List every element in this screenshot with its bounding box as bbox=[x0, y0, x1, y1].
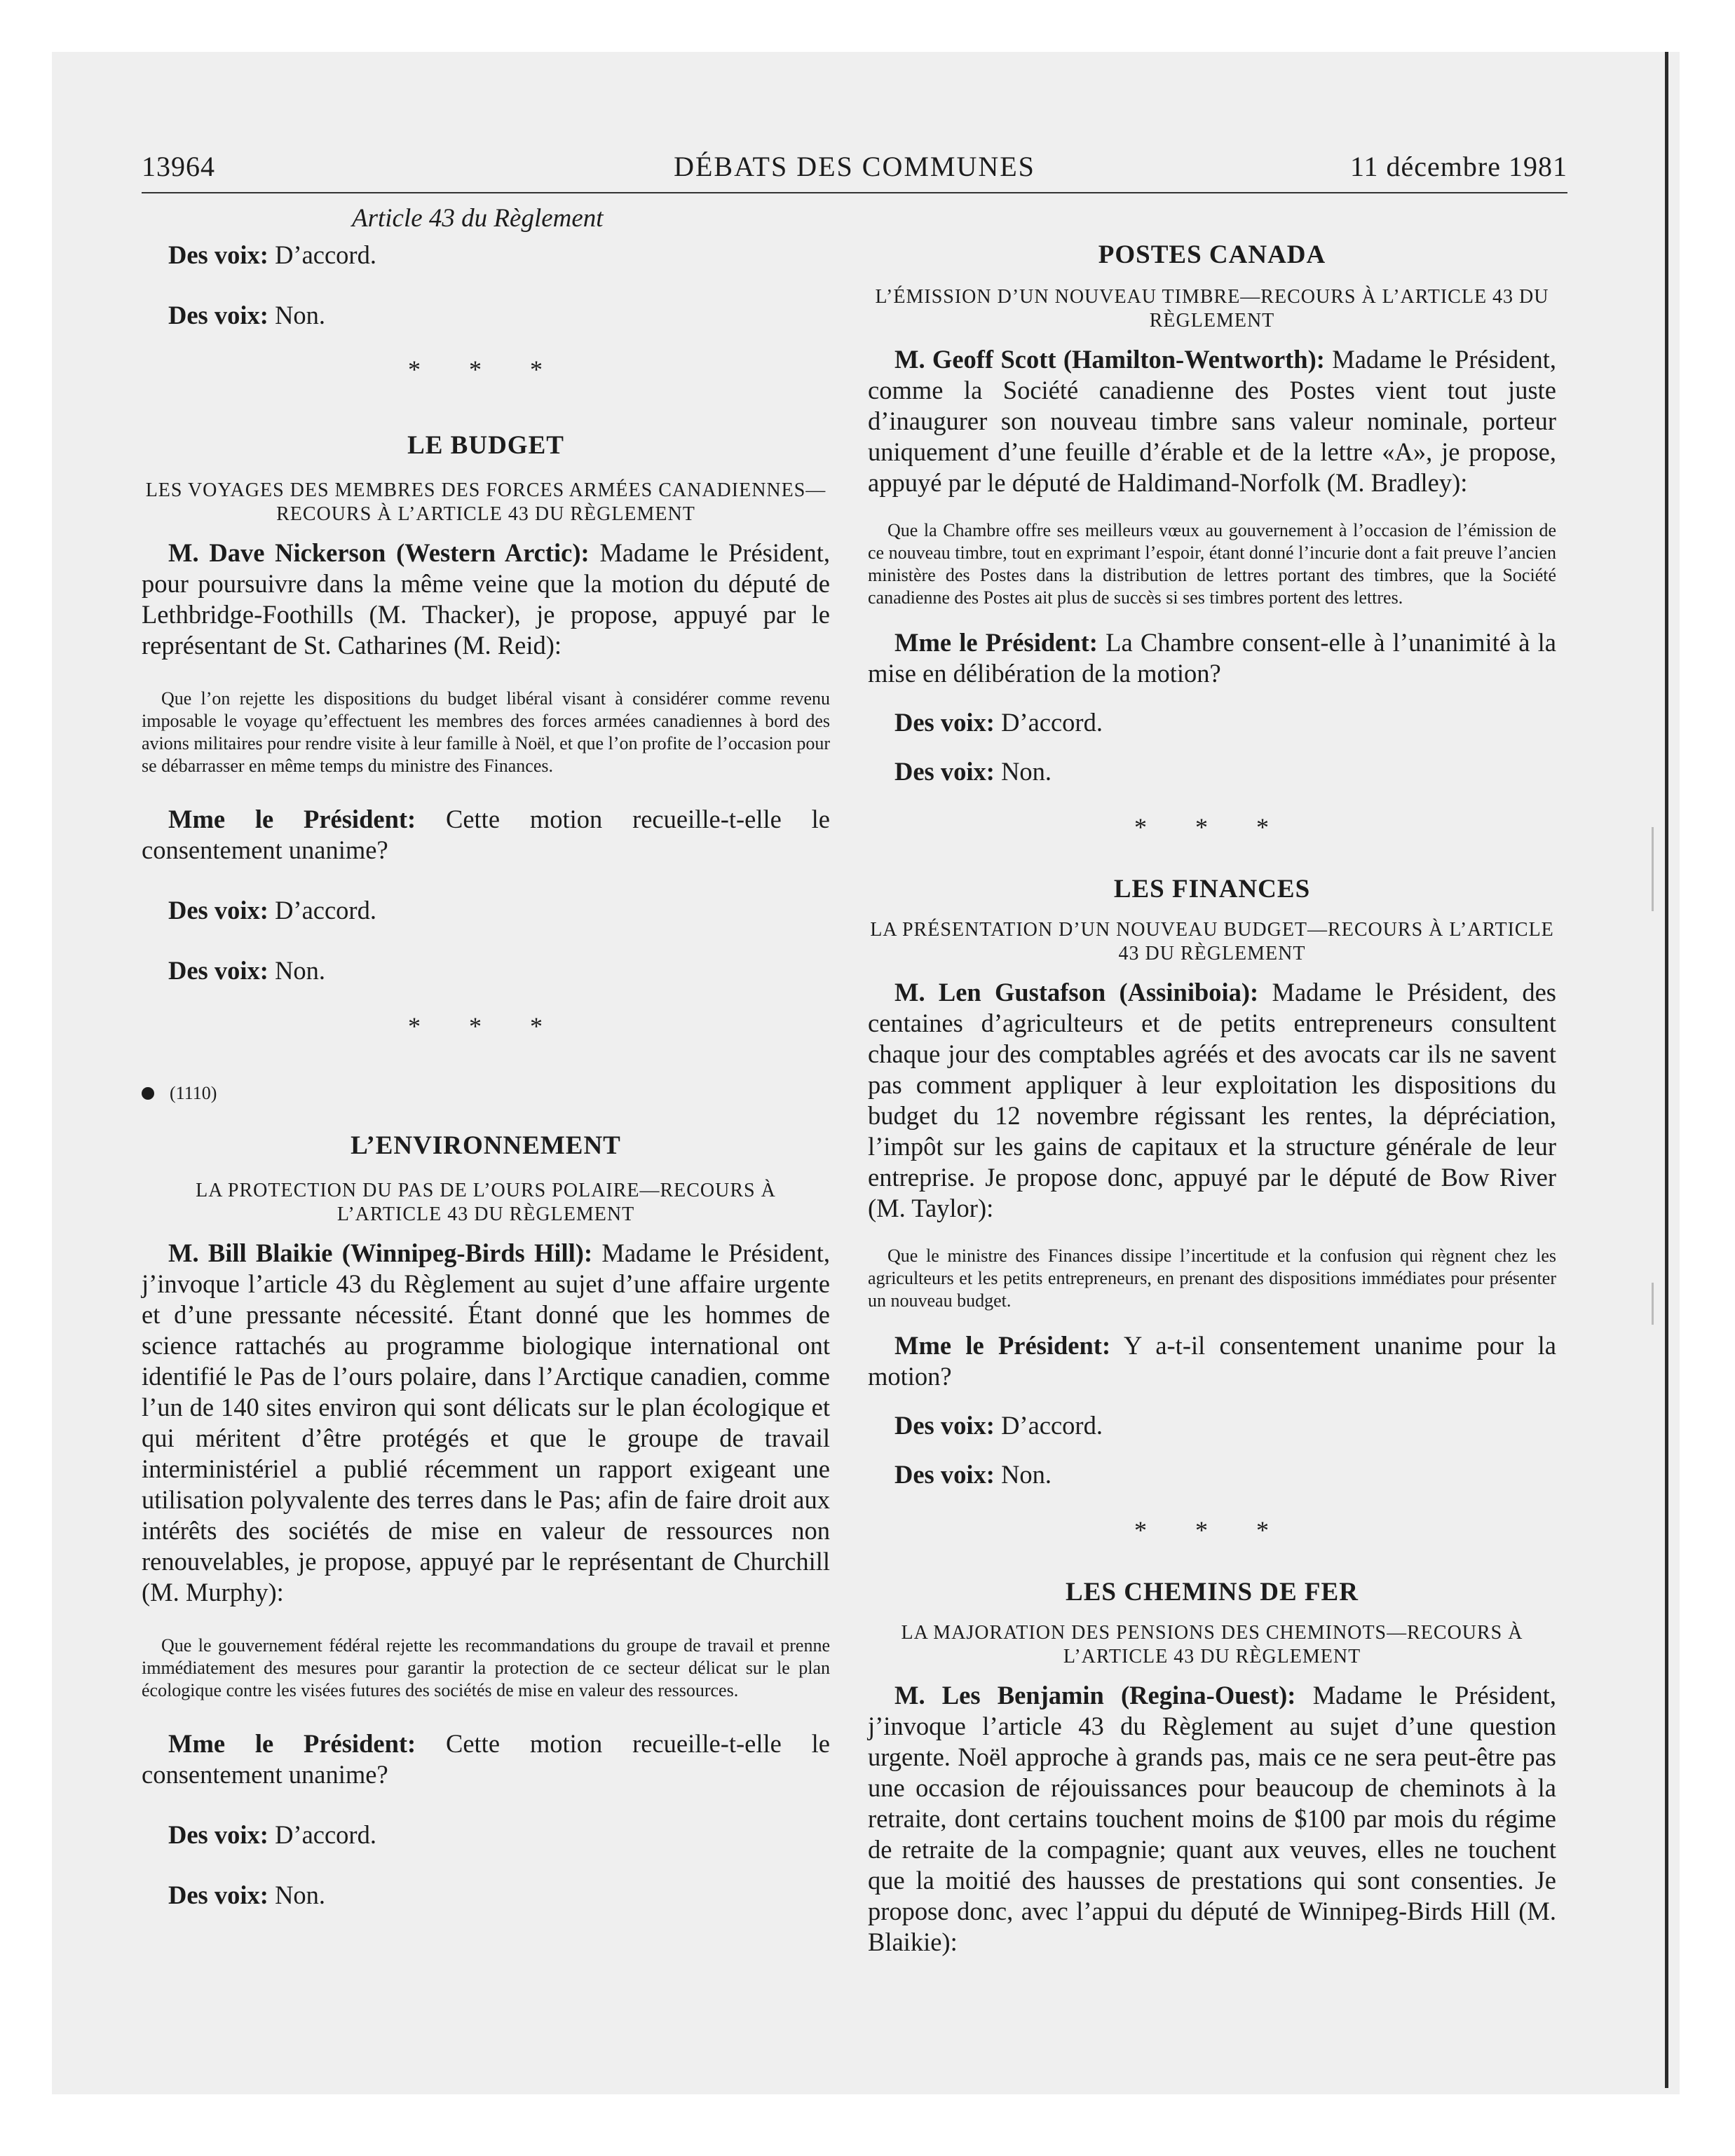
speech-text: Cette motion recueille-t-elle le consentement unanime? bbox=[142, 1729, 830, 1789]
voice-line bbox=[868, 1410, 1556, 1441]
section-separator: * * * bbox=[1134, 1516, 1290, 1544]
section-separator: * * * bbox=[1134, 813, 1290, 841]
time-marker-text: (1110) bbox=[170, 1083, 217, 1103]
voice-line bbox=[142, 240, 830, 271]
publication-title: DÉBATS DES COMMUNES bbox=[674, 151, 1035, 182]
speech-text: La Chambre consent-elle à l’unanimité à la mise en délibération de la motion? bbox=[868, 628, 1556, 688]
page-header bbox=[142, 150, 1567, 193]
page-number: 13964 bbox=[142, 151, 215, 182]
speech-text: Madame le Président, j’invoque l’article 43 du Règlement au sujet d’une question urgente. Noël approche à grands pas, mais ce ne sera peut-être pas une occasion de réjouissances pour beaucoup de cheminots à la retraite, dont certains touchent moins de $100 par mois du régime de retraite de la compagnie; quant aux veuves, elles ne touchent que la moitié des hausses de prestations qui sont consenties. Je propose donc, avec l’appui du député de Winnipeg-Birds Hill (M. Blaikie): bbox=[868, 1681, 1556, 1956]
speaker: Des voix: bbox=[894, 708, 995, 737]
voice-text: D’accord. bbox=[268, 240, 376, 269]
speaker: Des voix: bbox=[894, 1411, 995, 1440]
voice-line bbox=[142, 955, 830, 986]
section-title-chemins: LES CHEMINS DE FER bbox=[1066, 1578, 1359, 1606]
motion-text: Que le ministre des Finances dissipe l’incertitude et la confusion qui règnent chez les agriculteurs et les petits entrepreneurs, en prenant des dispositions immédiates pour présenter un nouveau budget. bbox=[868, 1246, 1556, 1311]
voice-text: Non. bbox=[268, 301, 326, 329]
speech-paragraph bbox=[142, 538, 830, 661]
voice-line bbox=[868, 756, 1556, 787]
speaker: Des voix: bbox=[168, 1881, 268, 1909]
speaker: Mme le Président: bbox=[894, 628, 1098, 657]
speaker: Mme le Président: bbox=[894, 1331, 1111, 1360]
voice-line bbox=[142, 1820, 830, 1850]
speaker: Des voix: bbox=[168, 301, 268, 329]
speech-text: Madame le Président, pour poursuivre dans la même veine que la motion du député de Lethbridge-Foothills (M. Thacker), je propose, appuyé par le représentant de St. Catharines (M. Reid): bbox=[142, 538, 830, 660]
speech-text: Madame le Président, des centaines d’agriculteurs et de petits entrepreneurs consultent chaque jour des comptables agréés et des avocats car ils ne savent pas comment appliquer à leur exploitation les dispositions du budget du 12 novembre régissant les rentes, la dépréciation, l’impôt sur les gains de capitaux et la structure générale de leur entreprise. Je propose donc, appuyé par le député de Bow River (M. Taylor): bbox=[868, 978, 1556, 1222]
margin-mark bbox=[1652, 1283, 1654, 1325]
section-title-budget: LE BUDGET bbox=[407, 431, 564, 460]
speaker: M. Les Benjamin (Regina-Ouest): bbox=[894, 1681, 1296, 1710]
speaker: Des voix: bbox=[168, 1820, 268, 1849]
margin-mark bbox=[1652, 827, 1654, 911]
president-paragraph bbox=[868, 1330, 1556, 1392]
voice-line bbox=[868, 707, 1556, 738]
section-subtitle: LA MAJORATION DES PENSIONS DES CHEMINOTS—RECOURS À L’ARTICLE 43 DU RÈGLEMENT bbox=[901, 1622, 1523, 1667]
section-title-finances: LES FINANCES bbox=[1113, 875, 1311, 903]
motion-text: Que le gouvernement fédéral rejette les recommandations du groupe de travail et prenne immédiatement des mesures pour garantir la protection de ce secteur délicat sur le plan écologique contre les visées futures des sociétés de mise en valeur des ressources. bbox=[142, 1635, 830, 1700]
motion-text: Que la Chambre offre ses meilleurs vœux au gouvernement à l’occasion de l’émission de ce nouveau timbre, tout en exprimant l’espoir, étant donné l’incurie dont a fait preuve l’ancien ministère des Postes dans la distribution de lettres portant des timbres, que la Société canadienne des Postes ait plus de succès si ses timbres portent des lettres. bbox=[868, 520, 1556, 608]
voice-line bbox=[142, 1880, 830, 1911]
section-separator: * * * bbox=[408, 1012, 564, 1040]
speaker: Des voix: bbox=[894, 757, 995, 786]
speaker: Mme le Président: bbox=[168, 805, 416, 833]
section-title-environment: L’ENVIRONNEMENT bbox=[351, 1131, 621, 1160]
speaker: M. Len Gustafson (Assiniboia): bbox=[894, 978, 1259, 1007]
speaker: Des voix: bbox=[894, 1460, 995, 1489]
speaker: M. Bill Blaikie (Winnipeg-Birds Hill): bbox=[168, 1239, 593, 1267]
speech-text: Madame le Président, comme la Société canadienne des Postes vient tout juste d’inaugurer son nouveau timbre sans valeur nominale, porteur uniquement d’une feuille d’érable et de la lettre «A», je propose, appuyé par le député de Haldimand-Norfolk (M. Bradley): bbox=[868, 345, 1556, 497]
speaker: Des voix: bbox=[168, 956, 268, 985]
president-paragraph bbox=[868, 627, 1556, 689]
speech-paragraph bbox=[868, 1680, 1556, 1958]
speaker: Des voix: bbox=[168, 896, 268, 925]
voice-text: Non. bbox=[994, 1460, 1052, 1489]
voice-line bbox=[142, 300, 830, 331]
page-edge-line bbox=[1665, 52, 1668, 2088]
speech-text: Madame le Président, j’invoque l’article 43 du Règlement au sujet d’une affaire urgente et d’une pressante nécessité. Étant donné que les hommes de science rattachés au programme biologique international ont identifié le Pas de l’ours polaire, dans l’Arctique canadien, comme l’un de 140 sites environ qui sont délicats sur le plan écologique et qui méritent d’être protégés et que le groupe de travail interministériel a publié récemment un rapport exigeant une utilisation polyvalente des terres dans le Pas; afin de faire droit aux intérêts des sociétés de mise en valeur de ressources non renouvelables, je propose, appuyé par le représentant de Churchill (M. Murphy): bbox=[142, 1239, 830, 1606]
time-marker bbox=[142, 1083, 830, 1104]
section-subtitle: L’ÉMISSION D’UN NOUVEAU TIMBRE—RECOURS À L’ARTICLE 43 DU RÈGLEMENT bbox=[875, 286, 1549, 332]
section-separator: * * * bbox=[408, 355, 564, 383]
voice-text: D’accord. bbox=[268, 896, 376, 925]
left-column bbox=[142, 203, 830, 1911]
voice-text: D’accord. bbox=[268, 1820, 376, 1849]
speaker: M. Geoff Scott (Hamilton-Wentworth): bbox=[894, 345, 1325, 374]
president-paragraph bbox=[142, 804, 830, 866]
section-title-postes: POSTES CANADA bbox=[1098, 240, 1326, 269]
speaker: M. Dave Nickerson (Western Arctic): bbox=[168, 538, 590, 567]
voice-text: Non. bbox=[994, 757, 1052, 786]
section-subtitle: LES VOYAGES DES MEMBRES DES FORCES ARMÉES CANADIENNES—RECOURS À L’ARTICLE 43 DU RÈGLEMENT bbox=[145, 479, 826, 525]
voice-text: Non. bbox=[268, 1881, 326, 1909]
voice-text: Non. bbox=[268, 956, 326, 985]
speech-paragraph bbox=[142, 1238, 830, 1608]
voice-text: D’accord. bbox=[994, 708, 1103, 737]
speaker: Mme le Président: bbox=[168, 1729, 416, 1758]
page-date: 11 décembre 1981 bbox=[1350, 151, 1567, 182]
bullet-icon bbox=[142, 1087, 154, 1100]
section-subtitle: LA PROTECTION DU PAS DE L’OURS POLAIRE—RECOURS À L’ARTICLE 43 DU RÈGLEMENT bbox=[196, 1180, 776, 1225]
section-subtitle: LA PRÉSENTATION D’UN NOUVEAU BUDGET—RECOURS À L’ARTICLE 43 DU RÈGLEMENT bbox=[870, 919, 1554, 964]
speaker: Des voix: bbox=[168, 240, 268, 269]
speech-paragraph bbox=[868, 977, 1556, 1224]
motion-text: Que l’on rejette les dispositions du budget libéral visant à considérer comme revenu imposable le voyage qu’effectuent les membres des forces armées canadiennes à bord des avions militaires pour rendre visite à leur famille à Noël, et que l’on profite de l’occasion pour se débarrasser en même temps du ministre des Finances. bbox=[142, 688, 830, 776]
voice-line bbox=[868, 1459, 1556, 1490]
president-paragraph bbox=[142, 1728, 830, 1790]
speech-paragraph bbox=[868, 344, 1556, 498]
speech-text: Y a-t-il consentement unanime pour la motion? bbox=[868, 1331, 1556, 1391]
right-column bbox=[868, 203, 1556, 1958]
voice-line bbox=[142, 895, 830, 926]
speech-text: Cette motion recueille-t-elle le consentement unanime? bbox=[142, 805, 830, 864]
running-heading: Article 43 du Règlement bbox=[352, 204, 604, 233]
voice-text: D’accord. bbox=[994, 1411, 1103, 1440]
